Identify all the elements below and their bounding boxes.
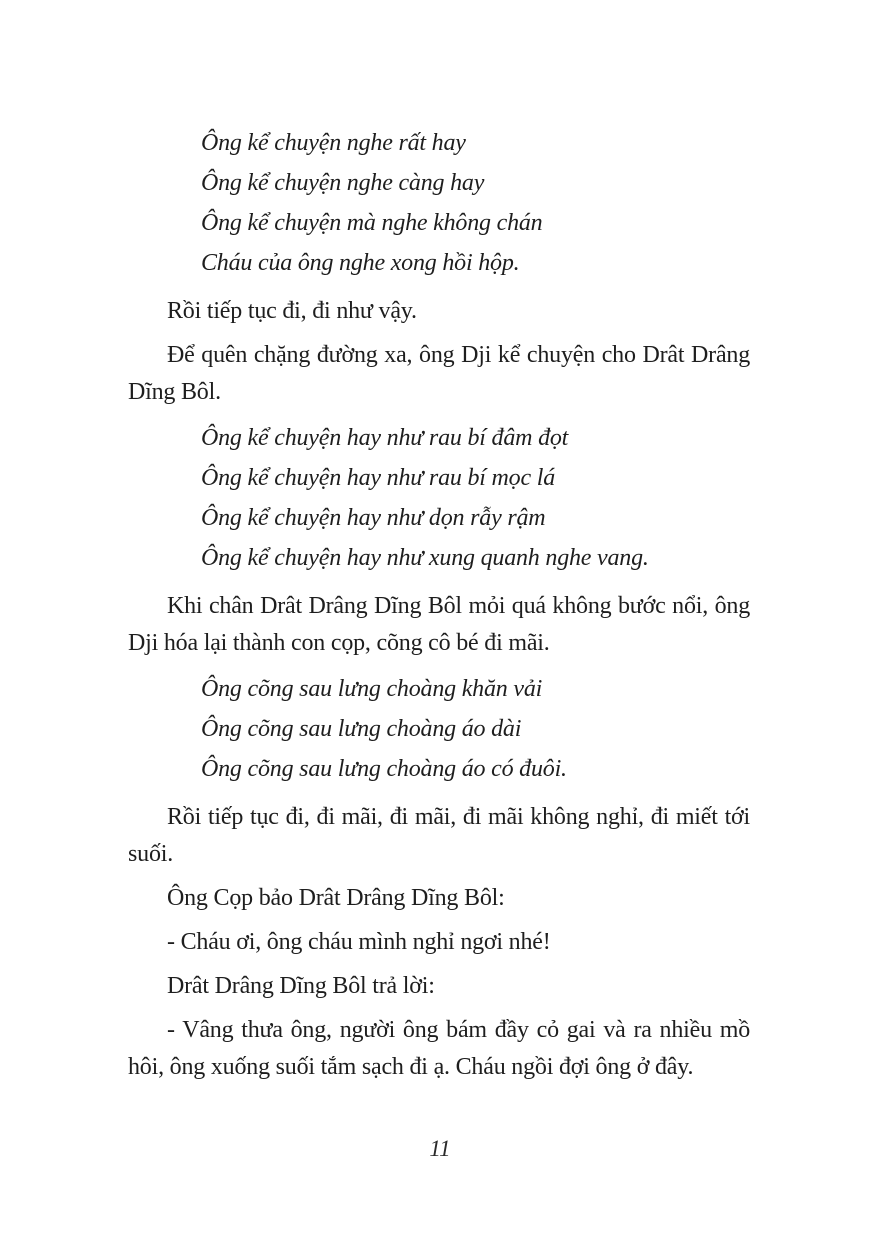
verse-line: Cháu của ông nghe xong hồi hộp.	[201, 250, 520, 276]
paragraph: Khi chân Drât Drâng Dĩng Bôl mỏi quá không bước nổi, ông Dji hóa lại thành con cọp, cõng cô bé đi mãi.	[128, 593, 750, 656]
verse-line: Ông kể chuyện nghe rất hay	[201, 130, 466, 156]
paragraph: Rồi tiếp tục đi, đi mãi, đi mãi, đi mãi không nghỉ, đi miết tới suối.	[128, 804, 750, 867]
dialogue-line: - Cháu ơi, ông cháu mình nghỉ ngơi nhé!	[167, 929, 551, 955]
paragraph: Drât Drâng Dĩng Bôl trả lời:	[167, 973, 435, 999]
verse-line: Ông kể chuyện hay như xung quanh nghe vang.	[201, 545, 649, 571]
verse-line: Ông cõng sau lưng choàng áo dài	[201, 716, 522, 742]
verse-line: Ông kể chuyện hay như dọn rẫy rậm	[201, 505, 546, 531]
verse-line: Ông kể chuyện hay như rau bí đâm đọt	[201, 425, 569, 451]
verse-line: Ông cõng sau lưng choàng khăn vải	[201, 676, 543, 702]
paragraph: Để quên chặng đường xa, ông Dji kể chuyện cho Drât Drâng Dĩng Bôl.	[128, 342, 750, 405]
verse-line: Ông kể chuyện hay như rau bí mọc lá	[201, 465, 555, 491]
page-footer	[0, 1136, 880, 1162]
paragraph: Rồi tiếp tục đi, đi như vậy.	[167, 298, 417, 324]
verse-block-2	[201, 418, 750, 578]
verse-block-3	[201, 669, 750, 789]
verse-line: Ông kể chuyện mà nghe không chán	[201, 210, 543, 236]
verse-line: Ông cõng sau lưng choàng áo có đuôi.	[201, 756, 567, 782]
verse-block-1	[201, 123, 750, 283]
page-number: 11	[429, 1136, 451, 1161]
dialogue-line: - Vâng thưa ông, người ông bám đầy cỏ gai và ra nhiều mồ hôi, ông xuống suối tắm sạch đi ạ. Cháu ngồi đợi ông ở đây.	[128, 1017, 750, 1080]
paragraph: Ông Cọp bảo Drât Drâng Dĩng Bôl:	[167, 885, 505, 911]
verse-line: Ông kể chuyện nghe càng hay	[201, 170, 485, 196]
